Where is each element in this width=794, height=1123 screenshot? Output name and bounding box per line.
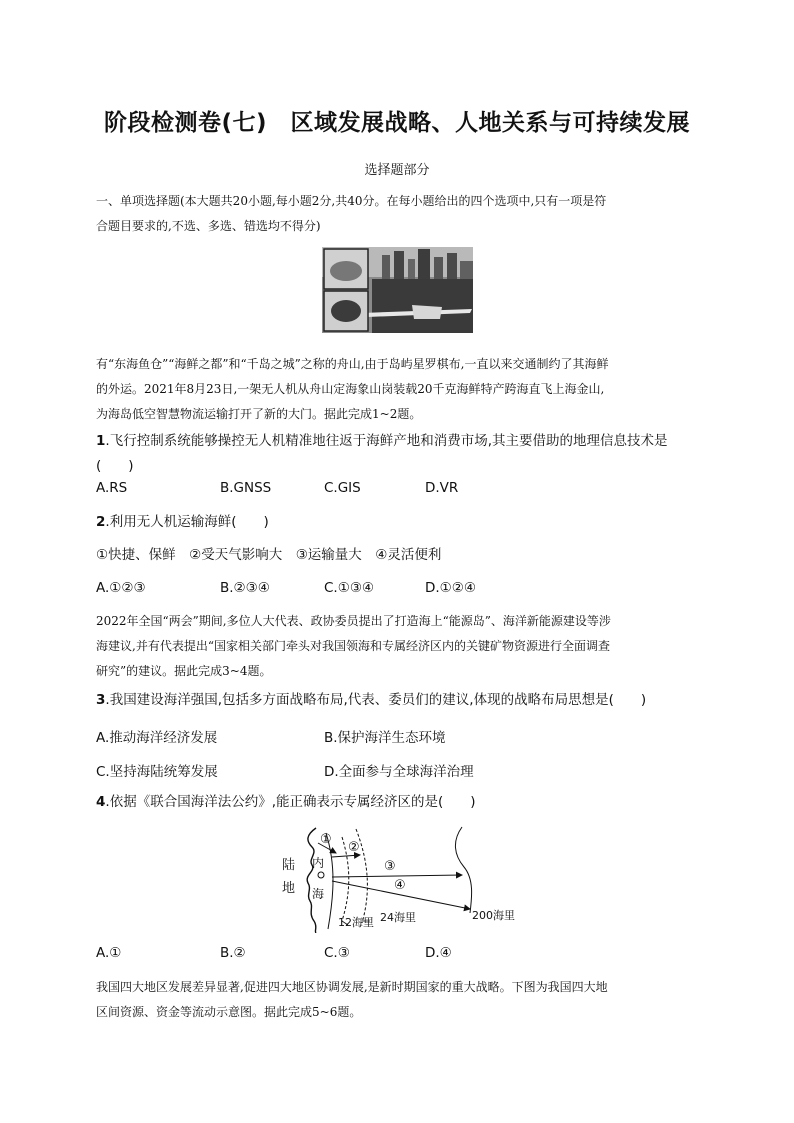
passage-line: 2022年全国“两会”期间,多位人大代表、政协委员提出了打造海上“能源岛”、海洋新能源建设等涉 xyxy=(96,614,611,628)
option-a[interactable]: A.① xyxy=(96,945,122,961)
question-number: 1 xyxy=(96,433,106,449)
q1-options xyxy=(96,480,696,502)
question-text: .依据《联合国海洋法公约》,能正确表示专属经济区的是( ) xyxy=(105,794,476,810)
passage-line: 海建议,并有代表提出“国家相关部门牵头对我国领海和专属经济区内的关键矿物资源进行全面调查 xyxy=(96,639,610,653)
marker-4: ④ xyxy=(394,878,406,893)
answer-blank: ( ) xyxy=(96,458,134,474)
label-200nm: 200海里 xyxy=(472,909,515,922)
passage-3 xyxy=(96,975,696,1025)
option-c[interactable]: C.坚持海陆统筹发展 xyxy=(96,764,218,780)
inner-label-2: 海 xyxy=(312,887,325,901)
question-text: .飞行控制系统能够操控无人机精准地往返于海鲜产地和消费市场,其主要借助的地理信息技术是 xyxy=(105,433,668,449)
passage-line: 我国四大地区发展差异显著,促进四大地区协调发展,是新时期国家的重大战略。下图为我国四大地 xyxy=(96,980,608,994)
q3-options-row1 xyxy=(96,726,696,748)
question-2 xyxy=(96,510,706,535)
question-text: .利用无人机运输海鲜( ) xyxy=(105,514,269,530)
question-number: 4 xyxy=(96,794,106,810)
coastline xyxy=(307,828,316,933)
option-c[interactable]: C.GIS xyxy=(324,480,361,496)
question-4 xyxy=(96,790,706,815)
passage-line: 区间资源、资金等流动示意图。据此完成5~6题。 xyxy=(96,1005,362,1019)
land-label-2: 地 xyxy=(282,881,296,896)
passage-2 xyxy=(96,609,696,684)
option-d[interactable]: D.全面参与全球海洋治理 xyxy=(324,764,474,780)
question-1 xyxy=(96,429,706,479)
option-b[interactable]: B.GNSS xyxy=(220,480,272,496)
option-a[interactable]: A.RS xyxy=(96,480,128,496)
option-b[interactable]: B.②③④ xyxy=(220,580,270,596)
q4-options xyxy=(96,945,696,967)
baseline-arc xyxy=(326,833,333,929)
question-text: .我国建设海洋强国,包括多方面战略布局,代表、委员们的建议,体现的战略布局思想是( ) xyxy=(105,692,647,708)
instructions-line: 一、单项选择题(本大题共20小题,每小题2分,共40分。在每小题给出的四个选项中,只有一项是符 xyxy=(96,194,607,208)
arrow-3 xyxy=(332,875,462,877)
marker-2: ② xyxy=(348,840,360,855)
maritime-zones-diagram xyxy=(276,825,526,933)
page-title: 阶段检测卷(七) 区域发展战略、人地关系与可持续发展 xyxy=(103,110,691,136)
option-a[interactable]: A.①②③ xyxy=(96,580,146,596)
option-d[interactable]: D.VR xyxy=(425,480,459,496)
section-title: 选择题部分 xyxy=(364,163,430,178)
drone-seafood-photo xyxy=(322,247,473,333)
marker-1: ① xyxy=(320,832,332,847)
photo-illustration xyxy=(322,247,473,333)
q3-options-row2 xyxy=(96,760,696,782)
q2-statements: ①快捷、保鲜 ②受天气影响大 ③运输量大 ④灵活便利 xyxy=(96,547,442,563)
inner-label-1: 内 xyxy=(312,856,325,870)
instructions-line: 合题目要求的,不选、多选、错选均不得分) xyxy=(96,219,321,233)
option-d[interactable]: D.①②④ xyxy=(425,580,476,596)
question-3 xyxy=(96,688,706,713)
option-b[interactable]: B.② xyxy=(220,945,246,961)
label-12nm: 12海里 xyxy=(338,916,374,929)
limit-200-line xyxy=(455,827,471,913)
passage-line: 的外运。2021年8月23日,一架无人机从舟山定海象山岗装载20千克海鲜特产跨海直飞上海金山, xyxy=(96,382,605,396)
passage-1 xyxy=(96,352,696,427)
passage-line: 有“东海鱼仓”“海鲜之都”和“千岛之城”之称的舟山,由于岛屿星罗棋布,一直以来交通制约了其海鲜 xyxy=(96,357,609,371)
land-label-1: 陆 xyxy=(282,858,296,873)
passage-line: 研究”的建议。据此完成3~4题。 xyxy=(96,664,272,678)
arrow-2 xyxy=(332,855,360,857)
option-c[interactable]: C.①③④ xyxy=(324,580,375,596)
option-d[interactable]: D.④ xyxy=(425,945,452,961)
option-b[interactable]: B.保护海洋生态环境 xyxy=(324,730,446,746)
question-number: 2 xyxy=(96,514,106,530)
option-c[interactable]: C.③ xyxy=(324,945,350,961)
marker-3: ③ xyxy=(384,859,396,874)
option-a[interactable]: A.推动海洋经济发展 xyxy=(96,730,218,746)
passage-line: 为海岛低空智慧物流运输打开了新的大门。据此完成1~2题。 xyxy=(96,407,422,421)
label-24nm: 24海里 xyxy=(380,911,416,924)
q2-options xyxy=(96,580,696,602)
question-number: 3 xyxy=(96,692,106,708)
instructions xyxy=(96,189,696,239)
